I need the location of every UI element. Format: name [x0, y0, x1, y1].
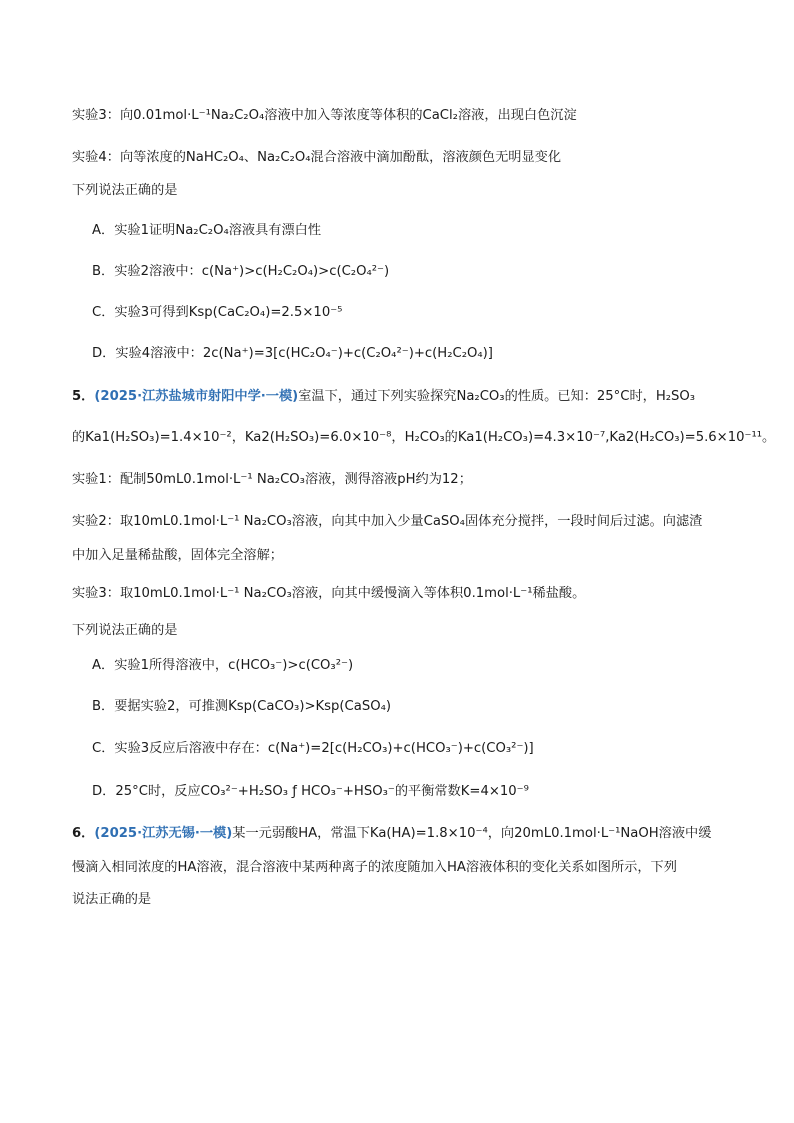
question-6-text: 慢滴入相同浓度的HA溶液，混合溶液中某两种离子的浓度随加入HA溶液体积的变化关系如图所示，下列	[72, 860, 677, 875]
option-d: D．实验4溶液中：2c(Na⁺)=3[c(HC₂O₄⁻)+c(C₂O₄²⁻)+c(H₂C₂O₄)]	[92, 346, 493, 361]
question-6-header	[72, 824, 711, 844]
source-tag: (2025·江苏无锡·一模)	[94, 826, 233, 841]
source-tag: (2025·江苏盐城市射阳中学·一模)	[94, 389, 299, 404]
question-stem: 某一元弱酸HA，常温下Ka(HA)=1.8×10⁻⁴，向20mL0.1mol·L⁻¹NaOH溶液中缓	[232, 826, 712, 841]
question-stem: 室温下，通过下列实验探究Na₂CO₃的性质。已知：25°C时，H₂SO₃	[298, 389, 696, 404]
experiment-4-text: 实验4：向等浓度的NaHC₂O₄、Na₂C₂O₄混合溶液中滴加酚酞，溶液颜色无明显变化	[72, 150, 562, 165]
question-prompt-q5: 下列说法正确的是	[72, 623, 178, 638]
question-prompt: 下列说法正确的是	[72, 183, 178, 198]
option-a-q5: A．实验1所得溶液中，c(HCO₃⁻)>c(CO₃²⁻)	[92, 658, 354, 673]
option-c: C．实验3可得到Ksp(CaC₂O₄)=2.5×10⁻⁵	[92, 305, 343, 320]
option-c-q5: C．实验3反应后溶液中存在：c(Na⁺)=2[c(H₂CO₃)+c(HCO₃⁻)+c(CO₃²⁻)]	[92, 741, 534, 756]
question-number: 5．	[72, 389, 95, 404]
experiment-3-text-q5: 实验3：取10mL0.1mol·L⁻¹ Na₂CO₃溶液，向其中缓慢滴入等体积0.1mol·L⁻¹稀盐酸。	[72, 586, 586, 601]
experiment-2-text: 实验2：取10mL0.1mol·L⁻¹ Na₂CO₃溶液，向其中加入少量CaSO₄固体充分搅拌，一段时间后过滤。向滤渣	[72, 514, 703, 529]
option-d-q5: D．25°C时，反应CO₃²⁻+H₂SO₃ ƒ HCO₃⁻+HSO₃⁻的平衡常数K=4×10⁻⁹	[92, 784, 529, 799]
known-constants: 的Ka1(H₂SO₃)=1.4×10⁻²，Ka2(H₂SO₃)=6.0×10⁻⁸，H₂CO₃的Ka1(H₂CO₃)=4.3×10⁻⁷,Ka2(H₂CO₃)=5.6×10⁻¹¹。	[72, 430, 776, 445]
experiment-3-text: 实验3：向0.01mol·L⁻¹Na₂C₂O₄溶液中加入等浓度等体积的CaCl₂溶液，出现白色沉淀	[72, 108, 577, 123]
option-b-q5: B．要据实验2，可推测Ksp(CaCO₃)>Ksp(CaSO₄)	[92, 699, 392, 714]
experiment-2-text-cont: 中加入足量稀盐酸，固体完全溶解；	[72, 548, 283, 563]
option-a: A．实验1证明Na₂C₂O₄溶液具有漂白性	[92, 223, 322, 238]
option-b: B．实验2溶液中：c(Na⁺)>c(H₂C₂O₄)>c(C₂O₄²⁻)	[92, 264, 390, 279]
question-6-text-cont: 说法正确的是	[72, 892, 152, 907]
experiment-1-text: 实验1：配制50mL0.1mol·L⁻¹ Na₂CO₃溶液，测得溶液pH约为12；	[72, 472, 472, 487]
question-5-header	[72, 387, 695, 407]
question-number: 6．	[72, 826, 95, 841]
